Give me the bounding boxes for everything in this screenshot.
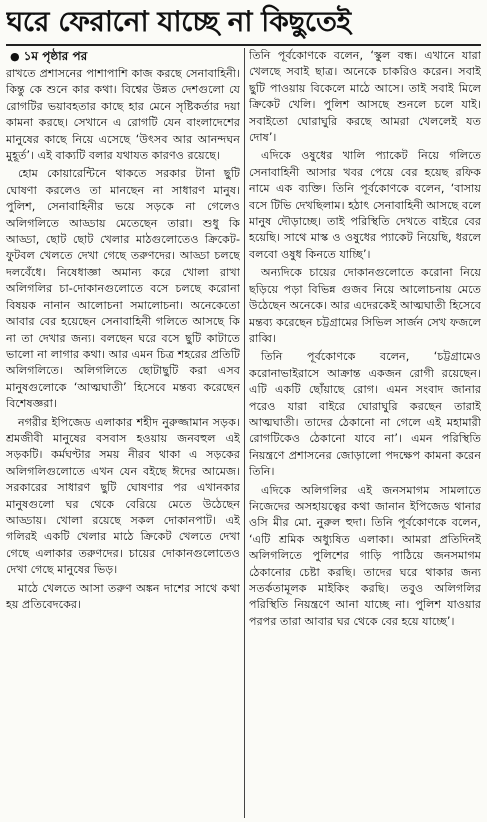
paragraph: এদিকে ওষুধের খালি প্যাকেট নিয়ে গলিতে সেনাবাহিনী আসার খবর পেয়ে বের হয়েছ রফিক নামে এক ব্যক্তি। তিনি পূর্বকোণকে বলেন, ‘বাসায় বসে টিভি দেখছিলাম। হঠাৎ সেনাবাহিনী আসছে বলে মানুষ দৌড়াচ্ছে। তাই পরিস্থিতি দেখতে বাইরে বের হয়েছি। সাথে মাস্ক ও ওষুধের প্যাকেট নিয়েছি, ধরলে বলবো ওষুধ কিনতে যাচ্ছি’। — [249, 149, 481, 261]
continuation-label: ১ম পৃষ্ঠার পর — [23, 49, 88, 63]
paragraph: নগরীর ইপিজেড এলাকার শহীদ নুরুজ্জামান সড়ক। শ্রমজীবী মানুষের বসবাস হওয়ায় জনবহুল এই সড়কটি। কর্মঘণ্টার সময় নীরব থাকা এ সড়কের অলিগলিগুলোতে এখন যেন বইছে ঈদের আমেজ। সরকারের সাধারণ ছুটি ঘোষণার পর এখানকার মানুষগুলো ঘর থেকে বেরিয়ে মেতে উঠেছেন আড্ডায়। খোলা রয়েছে সকল দোকানপাট। এই গলিরই একটি খেলার মাঠে ক্রিকেট খেলতে দেখা গেছে এলাকার তরুণদের। চায়ের দোকানগুলোতেও দেখা গেছে মানুষের ভিড়। — [6, 415, 240, 577]
paragraph: তিনি পূর্বকোণকে বলেন, ‘চট্টগ্রামেও করোনাভাইরাসে আক্রান্ত একজন রোগী রয়েছেন। এটি একটি ছোঁয়াছে রোগ। এমন সংবাদ জানার পরেও যারা বাইরে ঘোরাঘুরি করছেন তারাই আত্মঘাতী। তাদের ঠেকানো না গেলে এই মহামারী রোগটিকেও ঠেকানো যাবে না’। এমন পরিস্থিতি নিয়ন্ত্রণে প্রশাসনের জোড়ালো পদক্ষেপ কামনা করেন তিনি। — [249, 350, 481, 479]
paragraph: হোম কোয়ারেন্টিনে থাকতে সরকার টানা ছুটি ঘোষণা করলেও তা মানছেন না সাধারণ মানুষ। পুলিশ, সেনাবাহিনীর ভয়ে সড়কে না গেলেও অলিগলিতে আড্ডায় মেতেছেন তারা। শুধু কি আড্ডা, ছোট ছোট খেলার মাঠগুলোতেও ক্রিকেট-ফুটবল খেলতে দেখা গেছে তরুণদের। আড্ডা চলছে দলবেঁধে। নিষেধাজ্ঞা অমান্য করে খোলা রাখা অলিগলির চা-দোকানগুলোতে বসে চলছে করোনা বিষয়ক নানান আলোচনা সমালোচনা। অনেকেতো আবার বের হয়েছেন সেনাবাহিনী গলিতে আসছে কি না তা দেখার জন্য। বলছেন ঘরে বসে ছুটি কাটাতে ভালো না লাগার কথা। আর এমন চিত্র শহরের প্রতিটি অলিগলিতে। অলিগলিতে ছোটাছুটি করা এসব মানুষগুলোকে ‘আত্মঘাতী’ হিসেবে মন্তব্য করেছেন বিশেষজ্ঞরা। — [6, 167, 240, 411]
headline: ঘরে ফেরানো যাচ্ছে না কিছুতেই — [6, 5, 351, 38]
right-column — [249, 48, 481, 820]
bullet-icon: ● — [10, 50, 20, 63]
paragraph: অন্যদিকে চায়ের দোকানগুলোতে করোনা নিয়ে ছড়িয়ে পড়া বিভিন্ন গুজব নিয়ে আলোচনায় মেতে উঠেছেন অনেকে। আর এদেরকেই আত্মঘাতী হিসেবে মন্তব্য করেছেন চট্টগ্রামের সিভিল সার্জন সেখ ফজলে রাব্বি। — [249, 266, 481, 345]
paragraph: মাঠে খেলতে আসা তরুণ অঙ্কন দাশের সাথে কথা হয় প্রতিবেদকের। — [6, 581, 240, 611]
column-divider — [244, 48, 245, 818]
continuation-line — [6, 48, 240, 65]
paragraph: এদিকে অলিগলির এই জনসমাগম সামলাতে নিজেদের অসহায়ত্বের কথা জানান ইপিজেড থানার ওসি মীর মো. নুরুল হুদা। তিনি পূর্বকোণকে বলেন, ‘এটি শ্রমিক অধ্যুষিত এলাকা। আমরা প্রতিদিনই অলিগলিতে পুলিশের গাড়ি পাঠিয়ে জনসমাগম ঠেকানোর চেষ্টা করছি। তাদের ঘরে থাকার জন্য সতর্কতামূলক মাইকিং করছি। তবুও অলিগলির পরিস্থিতি নিয়ন্ত্রণে আনা যাচ্ছে না। পুলিশ যাওয়ার পরপর তারা আবার ঘর থেকে বের হয়ে যাচ্ছে’। — [249, 483, 481, 628]
headline-rule — [6, 44, 481, 46]
left-column — [6, 48, 240, 820]
paragraph: তিনি পূর্বকোণকে বলেন, ‘স্কুল বন্ধ। এখানে যারা খেলছে সবাই ছাত্র। অনেকে চাকরিও করেন। সবাই ছুটি পাওয়ায় বিকেলে মাঠে আসে। তাই সবাই মিলে ক্রিকেট খেলি। পুলিশ আসছে শুনলে চলে যাই। সবাইতো ঘোরাঘুরি করছে আমরা খেললেই যত দোষ’। — [249, 49, 481, 145]
paragraph: রাখতে প্রশাসনের পাশাপাশি কাজ করছে সেনাবাহিনী। কিন্তু কে শুনে কার কথা। বিশ্বের উন্নত দেশগুলো যে রোগটির ভয়াবহতার কাছে হার মেনে সৃষ্টিকর্তার দয়া কামনা করছে। সেখানে এ রোগটি যেন বাংলাদেশের মানুষের কাছে নিয়ে এসেছে ‘উৎসব আর আনন্দঘন মুহূর্ত’। এই বাক্যটি বলার যথাযত কারণও রয়েছে। — [6, 67, 240, 163]
